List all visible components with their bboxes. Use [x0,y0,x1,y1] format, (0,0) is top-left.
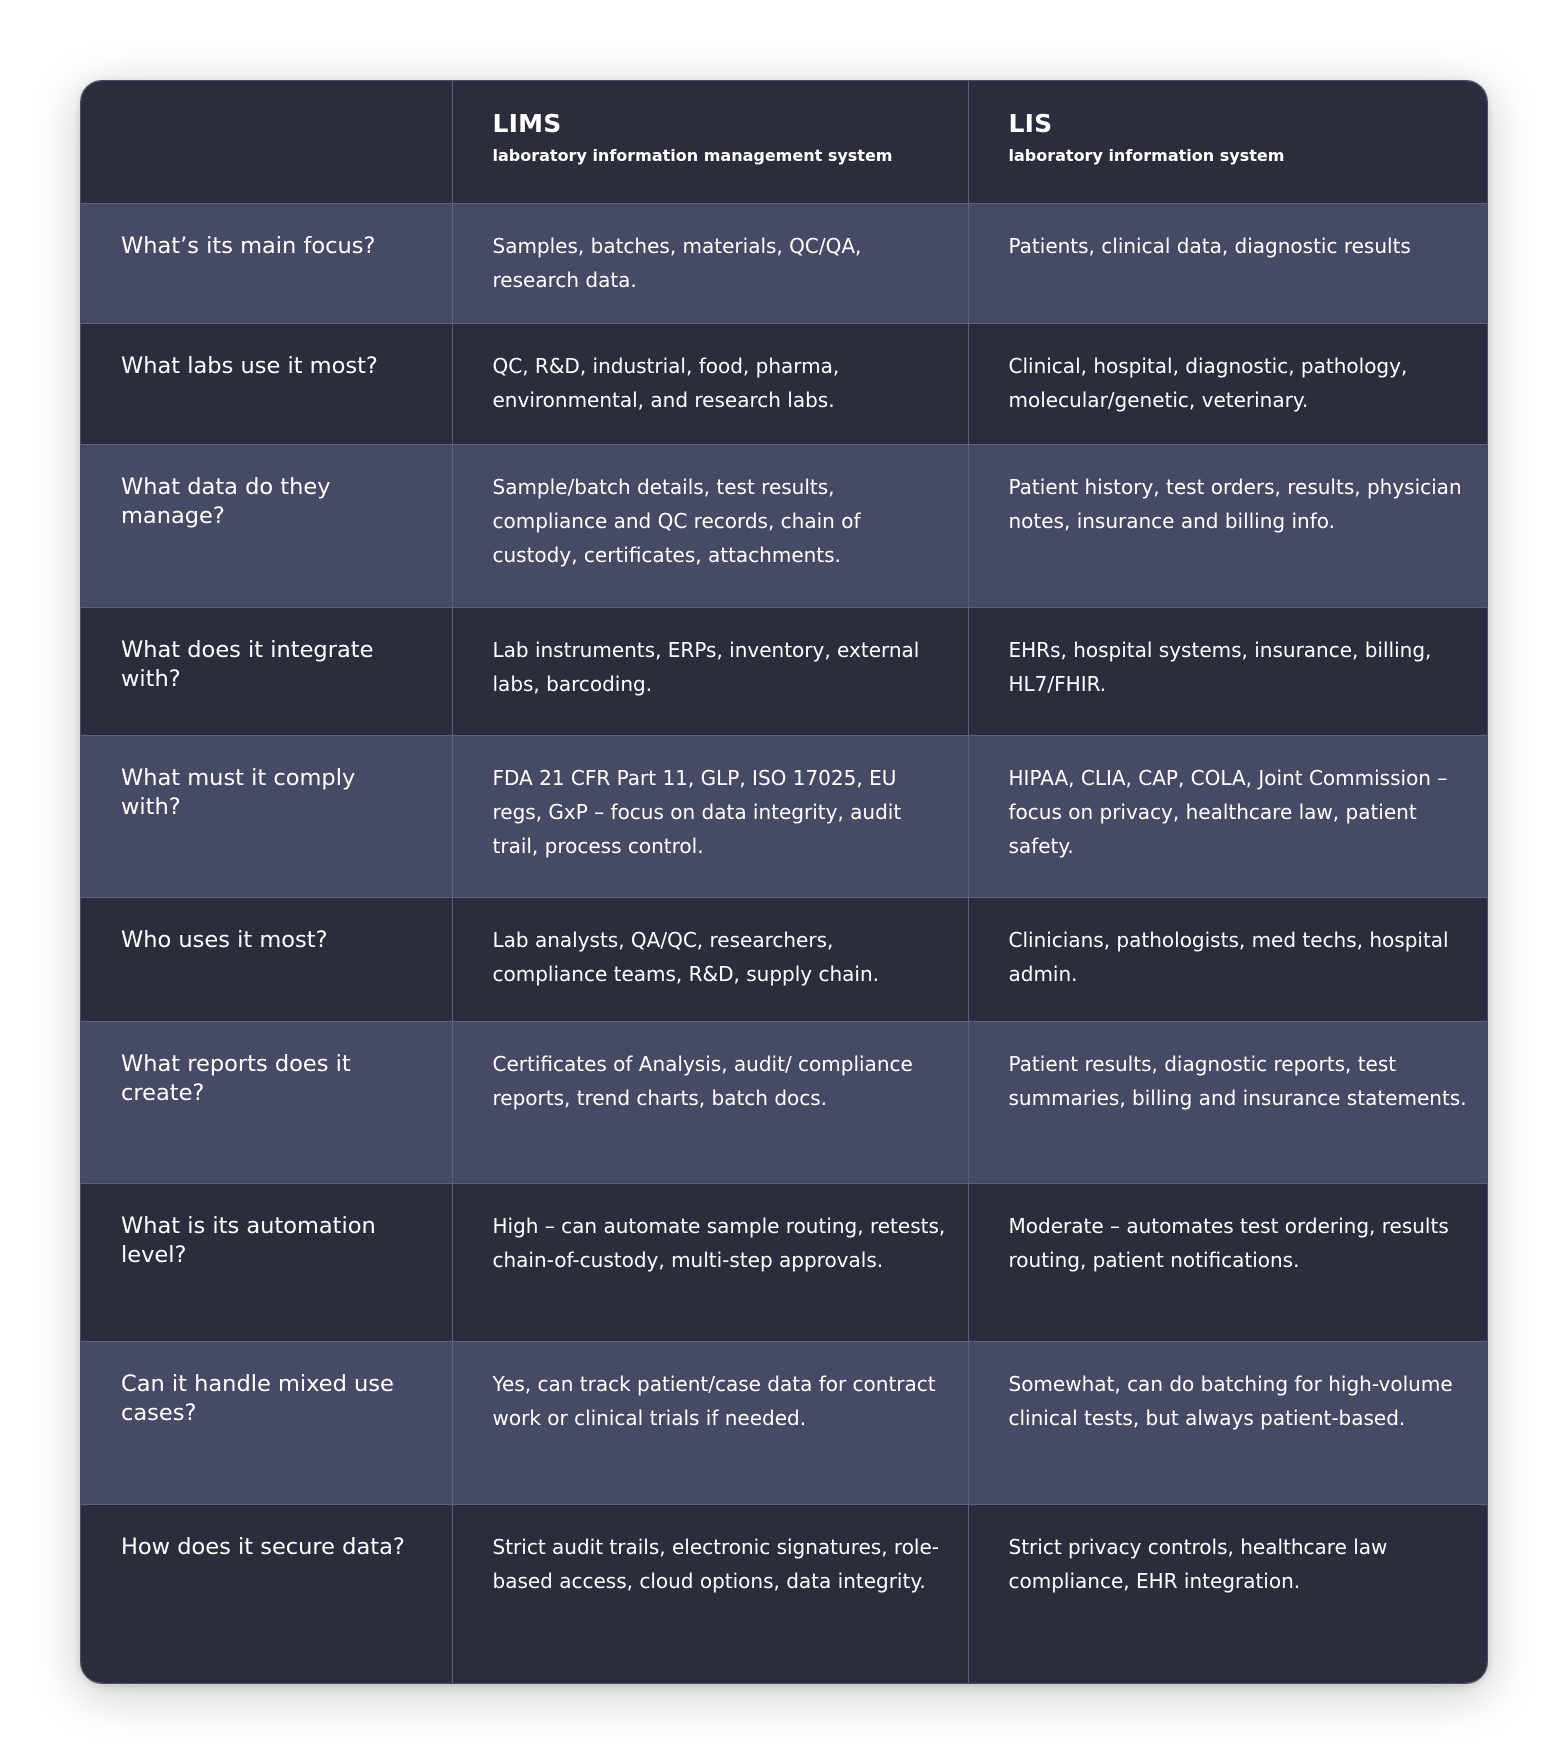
header-row [81,81,1487,203]
table-row [81,735,1487,897]
table-row [81,607,1487,735]
comparison-card [80,80,1488,1684]
table-row [81,1021,1487,1183]
header-corner-cell [81,81,452,203]
question-cell: How does it secure data? [81,1504,452,1684]
lis-answer-cell: HIPAA, CLIA, CAP, COLA, Joint Commission – focus on privacy, healthcare law, patient safety. [968,735,1487,897]
lis-answer-cell: Patients, clinical data, diagnostic results [968,203,1487,323]
lims-answer-cell: FDA 21 CFR Part 11, GLP, ISO 17025, EU regs, GxP – focus on data integrity, audit trail, process control. [452,735,968,897]
table-row [81,897,1487,1021]
question-cell: What labs use it most? [81,323,452,444]
lims-answer-cell: Sample/batch details, test results, compliance and QC records, chain of custody, certificates, attachments. [452,444,968,607]
question-cell: What does it integrate with? [81,607,452,735]
lis-answer-cell: EHRs, hospital systems, insurance, billing, HL7/FHIR. [968,607,1487,735]
question-cell: Who uses it most? [81,897,452,1021]
lis-subtitle: laboratory information system [1008,146,1285,165]
lims-answer-cell: Yes, can track patient/case data for contract work or clinical trials if needed. [452,1341,968,1504]
question-cell: What reports does it create? [81,1021,452,1183]
header-lis-cell [968,81,1487,203]
lis-answer-cell: Clinicians, pathologists, med techs, hospital admin. [968,897,1487,1021]
lims-answer-cell: QC, R&D, industrial, food, pharma, environmental, and research labs. [452,323,968,444]
comparison-table [81,81,1487,1684]
lims-answer-cell: Lab analysts, QA/QC, researchers, compliance teams, R&D, supply chain. [452,897,968,1021]
question-cell: What’s its main focus? [81,203,452,323]
table-row [81,1341,1487,1504]
lims-answer-cell: Strict audit trails, electronic signatures, role-based access, cloud options, data integrity. [452,1504,968,1684]
header-lims-cell [452,81,968,203]
question-cell: Can it handle mixed use cases? [81,1341,452,1504]
lims-answer-cell: Lab instruments, ERPs, inventory, external labs, barcoding. [452,607,968,735]
lis-answer-cell: Moderate – automates test ordering, results routing, patient notifications. [968,1183,1487,1341]
question-cell: What data do they manage? [81,444,452,607]
question-cell: What is its automation level? [81,1183,452,1341]
lims-answer-cell: Certificates of Analysis, audit/ compliance reports, trend charts, batch docs. [452,1021,968,1183]
lims-answer-cell: High – can automate sample routing, retests, chain-of-custody, multi-step approvals. [452,1183,968,1341]
table-row [81,1183,1487,1341]
lis-title: LIS [1008,109,1053,138]
lis-answer-cell: Somewhat, can do batching for high-volume clinical tests, but always patient-based. [968,1341,1487,1504]
lims-answer-cell: Samples, batches, materials, QC/QA, research data. [452,203,968,323]
lims-subtitle: laboratory information management system [492,146,893,165]
table-row [81,323,1487,444]
table-row [81,1504,1487,1684]
table-row [81,444,1487,607]
lis-answer-cell: Patient results, diagnostic reports, test summaries, billing and insurance statements. [968,1021,1487,1183]
lims-title: LIMS [492,109,562,138]
lis-answer-cell: Clinical, hospital, diagnostic, pathology, molecular/genetic, veterinary. [968,323,1487,444]
table-row [81,203,1487,323]
lis-answer-cell: Strict privacy controls, healthcare law compliance, EHR integration. [968,1504,1487,1684]
lis-answer-cell: Patient history, test orders, results, physician notes, insurance and billing info. [968,444,1487,607]
question-cell: What must it comply with? [81,735,452,897]
